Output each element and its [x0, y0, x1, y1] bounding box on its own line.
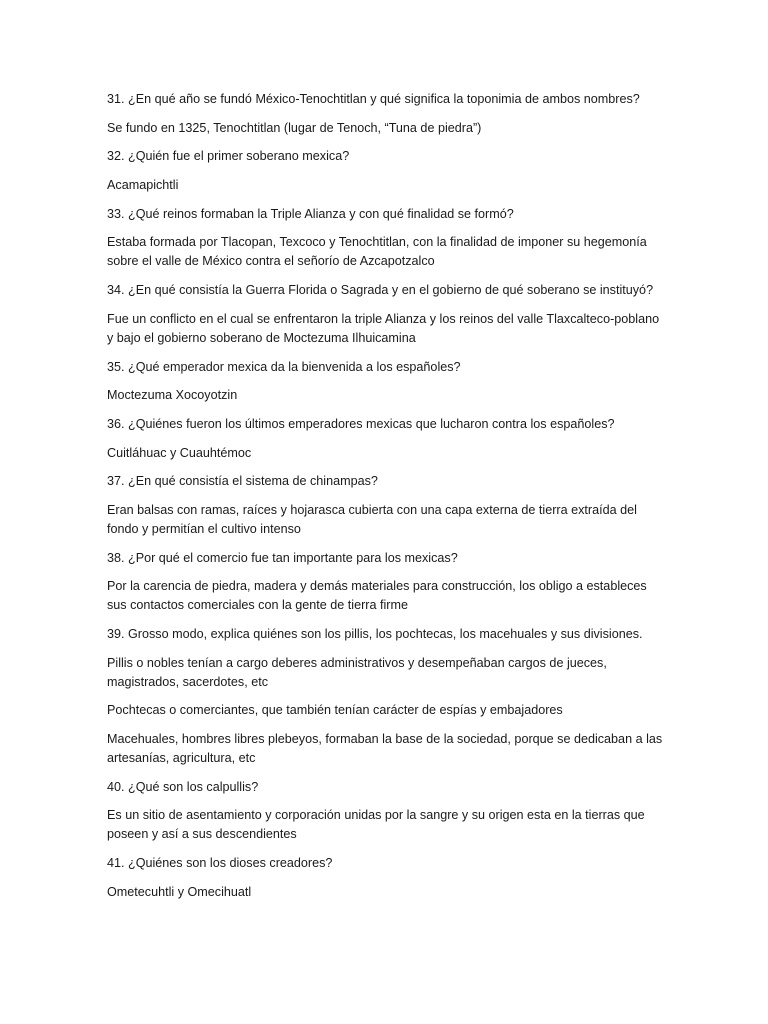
answer-31: Se fundo en 1325, Tenochtitlan (lugar de Tenoch, “Tuna de piedra”) [107, 120, 482, 135]
question-38: 38. ¿Por qué el comercio fue tan importante para los mexicas? [107, 550, 458, 565]
question-32: 32. ¿Quién fue el primer soberano mexica? [107, 149, 350, 164]
answer-38: Por la carencia de piedra, madera y demás materiales para construcción, los obligo a estableces sus contactos comerciales con la gente de tierra firme [107, 579, 647, 613]
answer-41: Ometecuhtli y Omecihuatl [107, 884, 252, 899]
question-33: 33. ¿Qué reinos formaban la Triple Alianza y con qué finalidad se formó? [107, 206, 514, 221]
question-40: 40. ¿Qué son los calpullis? [107, 779, 259, 794]
answer-36: Cuitláhuac y Cuauhtémoc [107, 445, 252, 460]
answer-39-pillis: Pillis o nobles tenían a cargo deberes administrativos y desempeñaban cargos de jueces, magistrados, sacerdotes, etc [107, 655, 607, 689]
question-31: 31. ¿En qué año se fundó México-Tenochtitlan y qué significa la toponimia de ambos nombres? [107, 92, 640, 106]
question-37: 37. ¿En qué consistía el sistema de chinampas? [107, 474, 378, 489]
document-body [107, 90, 667, 912]
answer-39-macehuales: Macehuales, hombres libres plebeyos, formaban la base de la sociedad, porque se dedicaban a las artesanías, agricultura, etc [107, 732, 663, 766]
answer-33: Estaba formada por Tlacopan, Texcoco y Tenochtitlan, con la finalidad de imponer su hegemonía sobre el valle de México contra el señorío de Azcapotzalco [107, 235, 647, 269]
answer-40: Es un sitio de asentamiento y corporación unidas por la sangre y su origen esta en la tierras que poseen y así a sus descendientes [107, 808, 645, 842]
answer-32: Acamapichtli [107, 178, 179, 193]
answer-39-pochtecas: Pochtecas o comerciantes, que también tenían carácter de espías y embajadores [107, 703, 563, 718]
question-36: 36. ¿Quiénes fueron los últimos emperadores mexicas que lucharon contra los españoles? [107, 416, 615, 431]
question-41: 41. ¿Quiénes son los dioses creadores? [107, 856, 333, 871]
question-34: 34. ¿En qué consistía la Guerra Florida o Sagrada y en el gobierno de qué soberano se instituyó? [107, 283, 654, 298]
question-39: 39. Grosso modo, explica quiénes son los pillis, los pochtecas, los macehuales y sus divisiones. [107, 627, 643, 641]
answer-37: Eran balsas con ramas, raíces y hojarasca cubierta con una capa externa de tierra extraída del fondo y permitían el cultivo intenso [107, 502, 637, 536]
answer-34: Fue un conflicto en el cual se enfrentaron la triple Alianza y los reinos del valle Tlaxcalteco-poblano y bajo el gobierno soberano de Moctezuma Ilhuicamina [107, 311, 660, 345]
question-35: 35. ¿Qué emperador mexica da la bienvenida a los españoles? [107, 359, 461, 374]
answer-35: Moctezuma Xocoyotzin [107, 388, 238, 403]
